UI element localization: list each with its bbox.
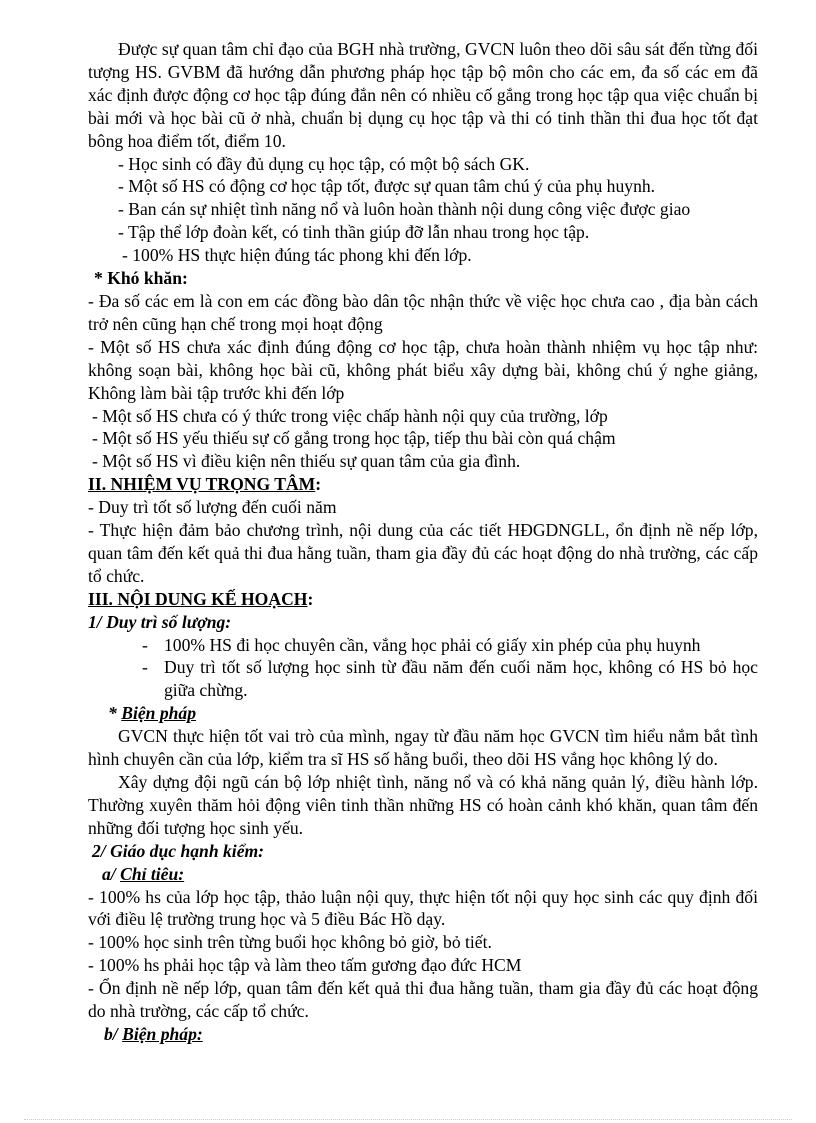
page-bottom-divider xyxy=(24,1119,792,1120)
chi-tieu-item-2: - 100% học sinh trên từng buổi học không bỏ giờ, bỏ tiết. xyxy=(88,932,492,953)
intro-paragraph: Được sự quan tâm chỉ đạo của BGH nhà trường, GVCN luôn theo dõi sâu sát đến từng đối tượng HS. GVBM đã hướng dẫn phương pháp học tập bộ môn cho các em, đa số các em đã xác định được động cơ học tập đúng đắn nên có nhiều cố gắng trong học tập qua việc chuẩn bị bài mới và học bài cũ ở nhà, chuẩn bị dụng cụ học tập và thi có tinh thần thi đua học tốt đạt bông hoa điểm tốt, điểm 10. xyxy=(88,39,758,151)
section-2-colon: : xyxy=(315,474,322,495)
kho-khan-heading: * Khó khăn: xyxy=(94,268,188,289)
section-2-heading xyxy=(88,473,758,496)
section-2-item-2: - Thực hiện đảm bảo chương trình, nội dung của các tiết HĐGDNGLL, ổn định nề nếp lớp, quan tâm đến kết quả thi đua hằng tuần, tham gia đầy đủ các hoạt động do nhà trường, các cấp tổ chức. xyxy=(88,520,758,586)
list-item xyxy=(88,656,758,702)
sub-1-bullet-list xyxy=(88,634,758,703)
bien-phap-prefix: * xyxy=(108,703,122,724)
chi-tieu-label: Chỉ tiêu: xyxy=(120,863,185,884)
kho-khan-item-2: - Một số HS chưa xác định đúng động cơ học tập, chưa hoàn thành nhiệm vụ học tập như: không soạn bài, không học bài cũ, không phát biểu xây dựng bài, không chú ý nghe giảng, Không làm bài tập trước khi đến lớp xyxy=(88,336,758,403)
chi-tieu-heading xyxy=(88,863,758,886)
sub-1-bullet-2: Duy trì tốt số lượng học sinh từ đầu năm đến cuối năm học, không có HS bỏ học giữa chừng. xyxy=(164,657,758,701)
bien-phap-label: Biện pháp xyxy=(121,703,196,724)
bullet-dash: - xyxy=(142,634,148,655)
chi-tieu-item-3: - 100% hs phải học tập và làm theo tấm gương đạo đức HCM xyxy=(88,955,522,976)
kho-khan-item-1: - Đa số các em là con em các đồng bào dân tộc nhận thức về việc học chưa cao , địa bàn cách trở nên cũng hạn chế trong mọi hoạt động xyxy=(88,290,758,334)
sub-2-bien-phap-heading xyxy=(88,1023,758,1046)
section-3-heading xyxy=(88,588,758,611)
section-3-title: III. NỘI DUNG KẾ HOẠCH xyxy=(88,588,308,609)
sub-2-heading: 2/ Giáo dục hạnh kiểm: xyxy=(92,840,265,861)
sub-2-bien-phap-prefix: b/ xyxy=(104,1023,123,1044)
sub-1-bullet-1: 100% HS đi học chuyên cần, vắng học phải có giấy xin phép của phụ huynh xyxy=(164,634,701,655)
chi-tieu-prefix: a/ xyxy=(102,863,121,884)
chi-tieu-item-1: - 100% hs của lớp học tập, thảo luận nội quy, thực hiện tốt nội quy học sinh các quy định đối với điều lệ trường trung học và 5 điều Bác Hồ dạy. xyxy=(88,886,758,930)
sub-1-paragraph-2: Xây dựng đội ngũ cán bộ lớp nhiệt tình, năng nổ và có khả năng quản lý, điều hành lớp. Thường xuyên thăm hỏi động viên tinh thần những HS có hoàn cảnh khó khăn, quan tâm đến những đối tượng học sinh yếu. xyxy=(88,772,758,838)
sub-1-paragraph-1: GVCN thực hiện tốt vai trò của mình, ngay từ đầu năm học GVCN tìm hiểu nắm bắt tình hình chuyên cần của lớp, kiểm tra sĩ HS số hằng buổi, theo dõi HS vắng học không lý do. xyxy=(88,726,758,770)
sub-2-bien-phap-label: Biện pháp: xyxy=(122,1023,203,1044)
intro-item-3: - Ban cán sự nhiệt tình năng nổ và luôn hoàn thành nội dung công việc được giao xyxy=(118,199,691,220)
intro-item-5: - 100% HS thực hiện đúng tác phong khi đến lớp. xyxy=(122,245,472,266)
section-2-item-1: - Duy trì tốt số lượng đến cuối năm xyxy=(88,497,337,518)
chi-tieu-item-4: - Ổn định nề nếp lớp, quan tâm đến kết quả thi đua hằng tuần, tham gia đầy đủ các hoạt động do nhà trường, các cấp tổ chức. xyxy=(88,978,758,1022)
intro-item-1: - Học sinh có đầy đủ dụng cụ học tập, có một bộ sách GK. xyxy=(118,153,530,174)
section-3-colon: : xyxy=(307,588,314,609)
kho-khan-item-5: - Một số HS vì điều kiện nên thiếu sự quan tâm của gia đình. xyxy=(92,451,521,472)
intro-item-4: - Tập thể lớp đoàn kết, có tinh thần giúp đỡ lẫn nhau trong học tập. xyxy=(118,222,590,243)
section-2-title: II. NHIỆM VỤ TRỌNG TÂM xyxy=(88,474,316,495)
document-page xyxy=(88,38,758,1046)
list-item xyxy=(88,634,758,657)
intro-item-2: - Một số HS có động cơ học tập tốt, được sự quan tâm chú ý của phụ huynh. xyxy=(118,176,656,197)
bullet-dash: - xyxy=(142,657,148,678)
sub-1-bien-phap-heading xyxy=(88,702,758,725)
sub-1-heading: 1/ Duy trì số lượng: xyxy=(88,611,232,632)
kho-khan-item-4: - Một số HS yếu thiếu sự cố gắng trong học tập, tiếp thu bài còn quá chậm xyxy=(92,428,616,449)
kho-khan-item-3: - Một số HS chưa có ý thức trong việc chấp hành nội quy của trường, lớp xyxy=(92,405,608,426)
